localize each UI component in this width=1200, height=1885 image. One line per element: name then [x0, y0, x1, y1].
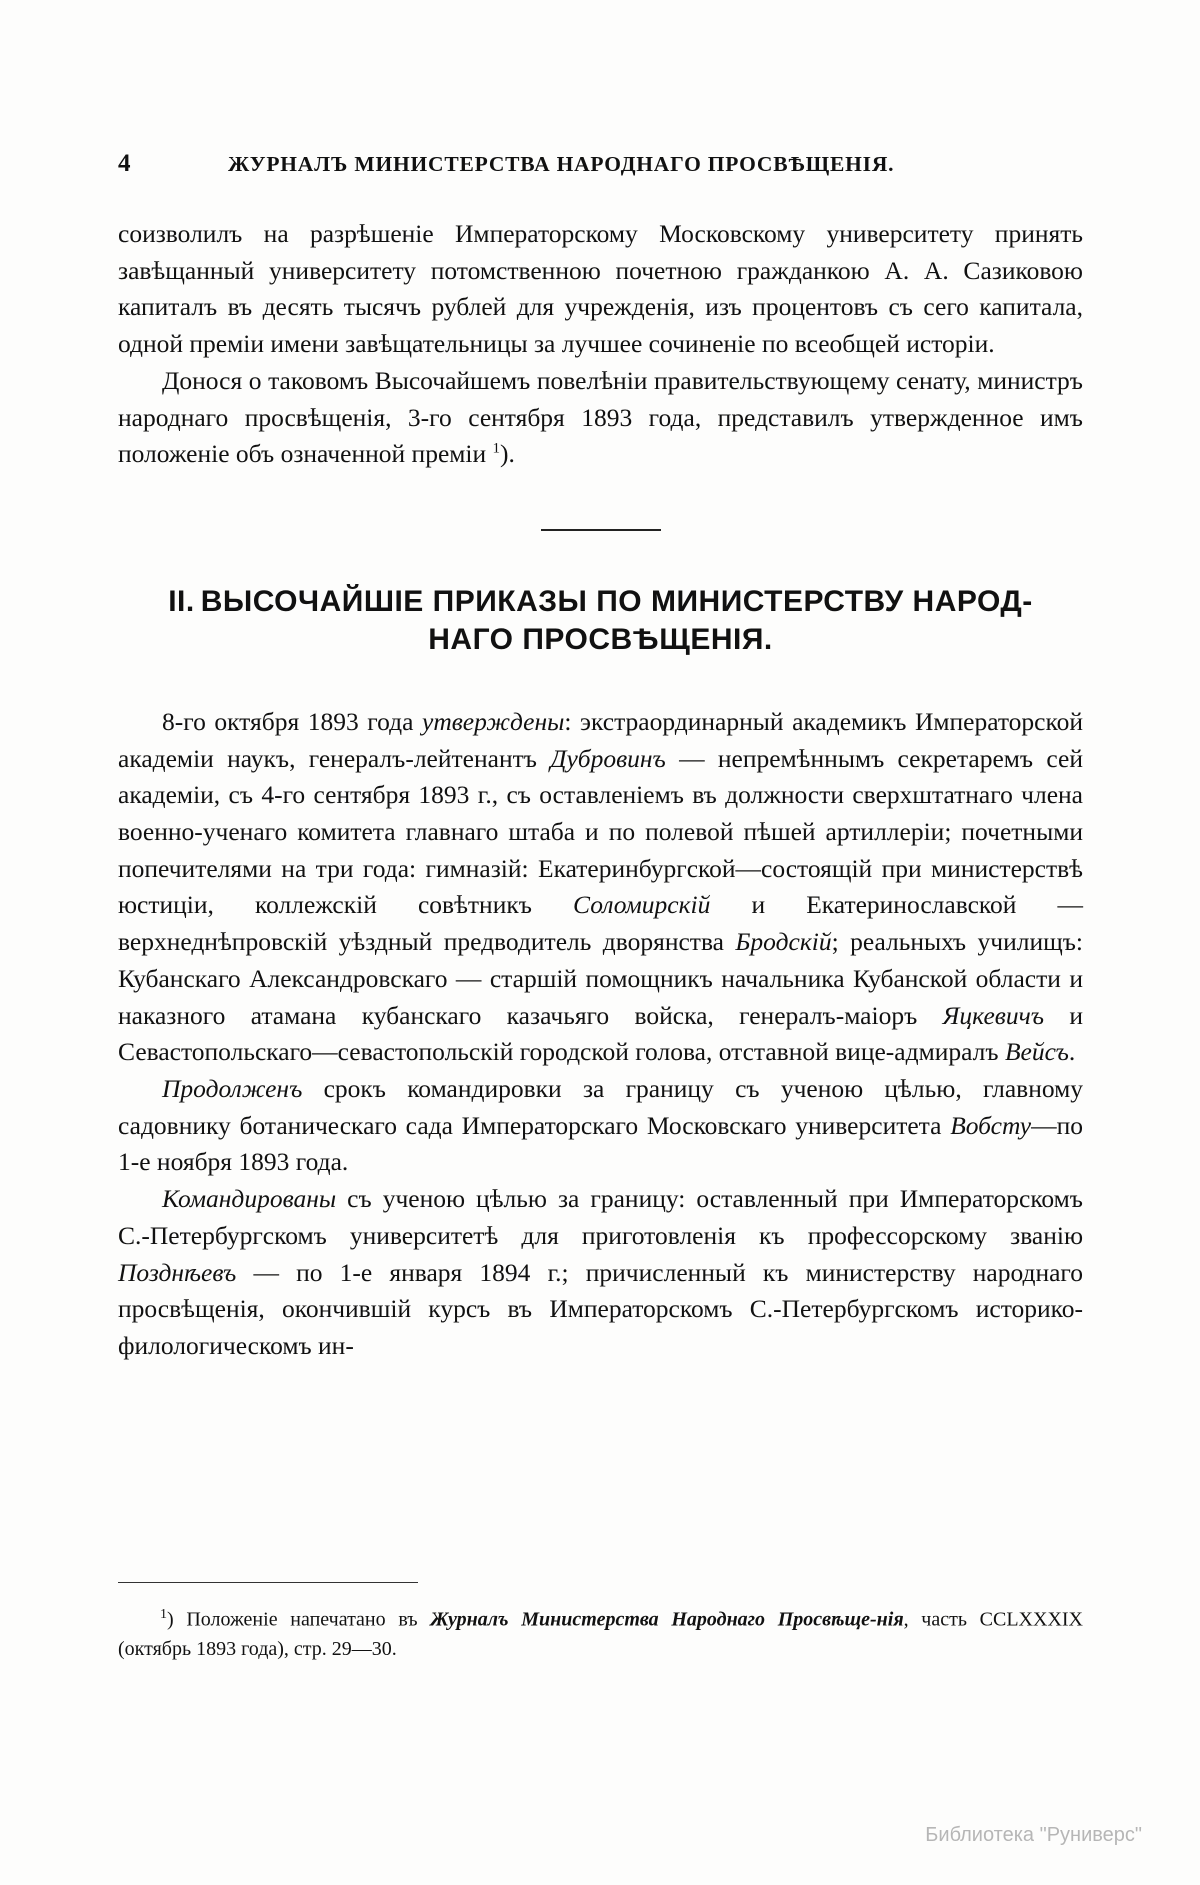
section-divider	[541, 529, 661, 531]
section-heading-line-1	[118, 583, 1083, 621]
p3-s3: — непремѣннымъ секретаремъ сей академіи, съ 4-го сентября 1893 г., съ оставленіемъ въ должности сверхштатнаго члена военно-ученаго комитета главнаго штаба и по полевой пѣшей артиллеріи; почетными попечителями на три года: гимназій: Екатеринбургской—состоящій при министерствѣ юстиціи, коллежскій совѣтникъ	[118, 743, 1083, 920]
folio-number: 4	[118, 150, 131, 177]
paragraph-3	[118, 704, 1083, 1071]
footnote-reference: 1	[492, 440, 501, 457]
p3-s2: : экстраординарный академикъ Императорской академіи наукъ, генералъ-лейтенантъ	[118, 706, 1083, 773]
section-heading	[118, 583, 1083, 660]
footnote-text-b: , часть CCLXXXIX (октябрь 1893 года), стр. 29—30.	[118, 1608, 1083, 1660]
paragraph-2	[118, 363, 1083, 473]
page-header	[118, 150, 1083, 178]
p3-s4: и Екатеринославской — верхнеднѣпровскій уѣздный предводитель дворянства	[118, 890, 1083, 957]
paragraph-5	[118, 1181, 1083, 1365]
intro-block	[118, 216, 1083, 473]
paragraph-4	[118, 1071, 1083, 1181]
page-content	[118, 150, 1083, 1365]
footnote-rule	[118, 1582, 418, 1583]
p3-i4: Бродскій	[735, 927, 832, 957]
paragraph-2-text-b: ).	[500, 439, 515, 469]
p3-i6: Вейсъ	[1004, 1037, 1069, 1067]
section-heading-line-2: НАГО ПРОСВѢЩЕНІЯ.	[428, 623, 773, 657]
paragraph-1: соизволилъ на разрѣшеніе Императорскому Московскому университету принять завѣщанный университету потомственною почетною гражданкою А. А. Сазиковою капиталъ въ десять тысячъ рублей для учрежденія, изъ процентовъ съ сего капитала, одной преміи имени завѣщательницы за лучшее сочиненіе по всеобщей исторіи.	[118, 219, 1083, 359]
orders-block	[118, 704, 1083, 1365]
p3-s6: и Севастопольскаго—севастопольскій городской голова, отставной вице-адмиралъ	[118, 1000, 1083, 1067]
p3-s7: .	[1068, 1037, 1076, 1067]
section-heading-text-1: ВЫСОЧАЙШІЕ ПРИКАЗЫ ПО МИНИСТЕРСТВУ НАРОД-	[200, 585, 1033, 619]
footnote-area	[118, 1582, 1083, 1664]
p5-i2: Позднѣевъ	[118, 1257, 237, 1287]
library-watermark: Библиотека "Руниверс"	[925, 1824, 1142, 1846]
paragraph-2-text-a: Донося о таковомъ Высочайшемъ повелѣніи правительствующему сенату, министръ народнаго просвѣщенія, 3-го сентября 1893 года, представилъ утвержденное имъ положеніе объ означенной преміи	[118, 365, 1083, 469]
p3-i3: Соломирскій	[573, 890, 711, 920]
footnote-journal-title-b: нія	[876, 1608, 904, 1631]
footnote-marker: 1	[160, 1607, 167, 1622]
p5-i1: Командированы	[162, 1184, 337, 1214]
p4-s2: —по 1-е ноября 1893 года.	[118, 1110, 1083, 1177]
footnote-journal-title-a: Журналъ Министерства Народнаго Просвѣще-	[430, 1608, 877, 1631]
p4-s1: срокъ командировки за границу съ ученою цѣлью, главному садовнику ботаническаго сада Императорскаго Московскаго университета	[118, 1074, 1083, 1140]
p3-s1: 8-го октября 1893 года	[162, 706, 422, 736]
section-number: II.	[168, 585, 195, 619]
footnote-text-a: ) Положеніе напечатано въ	[167, 1608, 431, 1631]
p3-s5: ; реальныхъ училищъ: Кубанскаго Александровскаго — старшій помощникъ начальника Кубанской области и наказного атамана кубанскаго казачьяго войска, генералъ-маіоръ	[118, 927, 1083, 1030]
p5-s2: — по 1-е января 1894 г.; причисленный къ министерству народнаго просвѣщенія, окончившій курсъ въ Императорскомъ С.-Петербургскомъ историко-филологическомъ ин-	[118, 1257, 1083, 1361]
footnote-text	[118, 1605, 1083, 1664]
p3-i2: Дубровинъ	[550, 743, 666, 773]
p5-s1: съ ученою цѣлью за границу: оставленный при Императорскомъ С.-Петербургскомъ университетѣ для приготовленія къ профессорскому званію	[118, 1184, 1083, 1250]
running-title: ЖУРНАЛЪ МИНИСТЕРСТВА НАРОДНАГО ПРОСВѢЩЕНІЯ.	[228, 152, 895, 176]
p4-i2: Вобсту	[950, 1110, 1032, 1140]
p3-i5: Яцкевичъ	[942, 1000, 1044, 1030]
p3-i1: утверждены	[422, 706, 565, 736]
p4-i1: Продолженъ	[162, 1074, 303, 1103]
